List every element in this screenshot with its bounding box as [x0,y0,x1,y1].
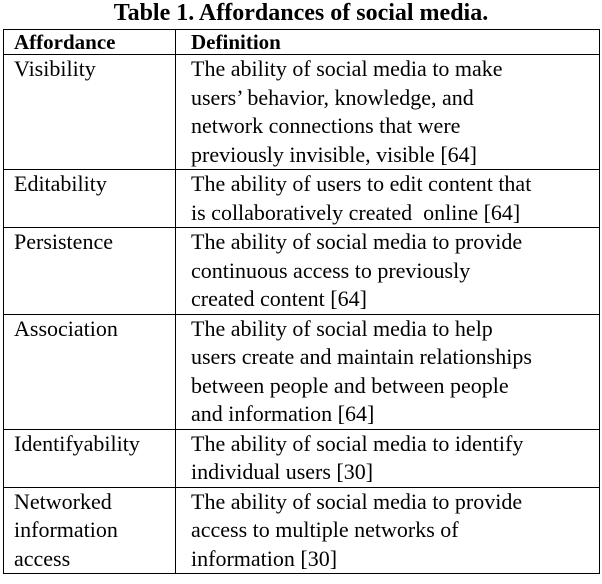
definition-cell [176,314,600,429]
definition-line: The ability of social media to make [191,56,503,81]
definition-cell [176,170,600,228]
table-row [4,228,600,315]
definition-line: The ability of social media to help [191,315,493,341]
definition-line: access to multiple networks of [191,517,459,542]
table-row [4,314,600,429]
definition-line: The ability of users to edit content that [191,171,532,196]
affordances-table [3,29,600,574]
affordance-text: Editability [14,171,107,196]
affordance-text: information [14,517,118,542]
affordance-text: Networked [14,488,112,514]
definition-line: The ability of social media to provide [191,229,523,254]
header-definition: Definition [176,30,600,55]
definition-cell [176,429,600,487]
affordance-text: Association [14,315,118,341]
definition-line: and information [64] [191,401,375,426]
definition-line: users create and maintain relationships [191,344,532,369]
affordance-cell [4,228,176,315]
affordance-cell [4,55,176,170]
definition-line: The ability of social media to identify [191,430,524,456]
affordance-text: access [14,545,71,571]
definition-line: The ability of social media to provide [191,488,523,514]
affordance-text: Persistence [14,229,113,254]
definition-cell [176,487,600,574]
definition-line: users’ behavior, knowledge, and [191,84,474,110]
definition-cell [176,55,600,170]
table-row [4,487,600,574]
affordance-cell [4,487,176,574]
definition-cell [176,228,600,315]
table-header-row [4,30,600,55]
definition-line: network connections that were [191,113,461,138]
table-caption: Table 1. Affordances of social media. [113,0,489,26]
affordance-text: Visibility [14,56,96,81]
header-affordance: Affordance [4,30,176,55]
definition-line: continuous access to previously [191,257,471,283]
definition-line: information [30] [191,545,338,571]
definition-line: individual users [30] [191,459,374,484]
affordance-text: Identifyability [14,430,140,456]
definition-line: between people and between people [191,372,509,398]
table-row [4,55,600,170]
definition-line: created content [64] [191,286,367,311]
table-row [4,170,600,228]
affordance-cell [4,429,176,487]
definition-line: is collaboratively created online [64] [191,199,521,225]
affordance-cell [4,314,176,429]
affordance-cell [4,170,176,228]
definition-line: previously invisible, visible [64] [191,141,477,167]
table-row [4,429,600,487]
